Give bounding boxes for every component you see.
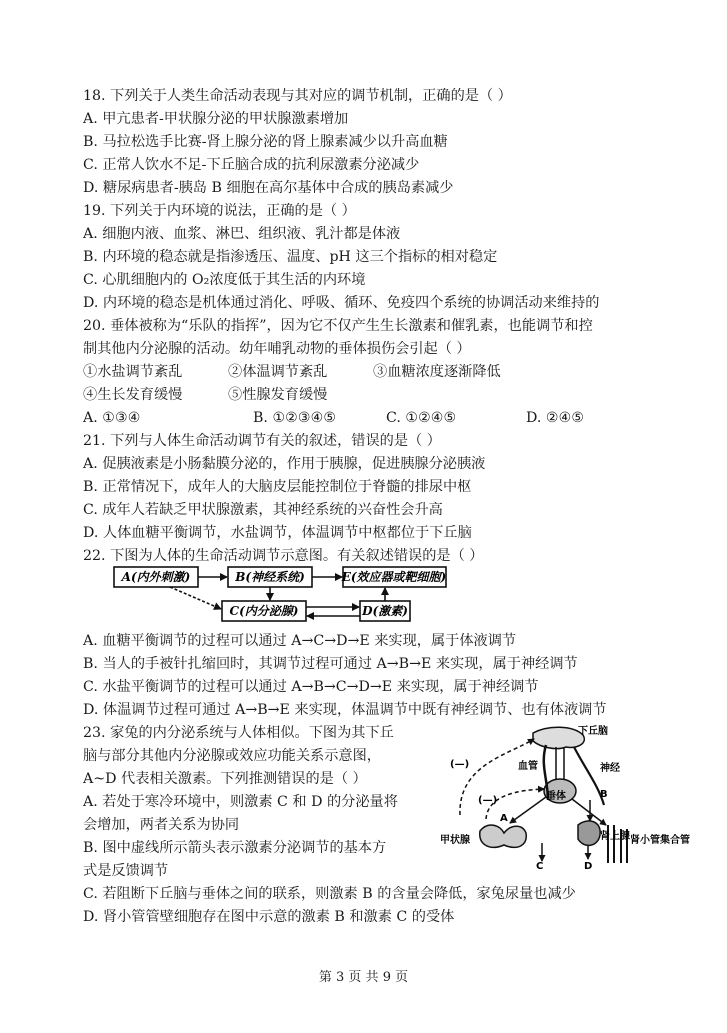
question-21-stem: 21. 下列与人体生命活动调节有关的叙述，错误的是（ ） <box>83 433 441 449</box>
label-negative-2: (—) <box>478 795 498 806</box>
q22-option-d: D. 体温调节过程可通过 A→B→E 来实现，体温调节中既有神经调节、也有体液调节 <box>83 702 607 718</box>
question-18-stem: 18. 下列关于人类生命活动表现与其对应的调节机制，正确的是（ ） <box>83 88 512 104</box>
q20-item-2: ②体温调节紊乱 <box>228 364 328 380</box>
label-tubule: 肾小管集合管 <box>630 835 690 846</box>
thyroid-shape <box>480 825 526 847</box>
q23-option-a-line2: 会增加，两者关系为协同 <box>83 817 240 833</box>
question-20-stem-line1: 20. 垂体被称为“乐队的指挥”，因为它不仅产生生长激素和催乳素，也能调节和控 <box>83 318 593 334</box>
label-hormone-a: A <box>500 813 508 824</box>
question-23-stem-line2: 脑与部分其他内分泌腺或效应功能关系示意图， <box>83 748 381 764</box>
question-20-stem-line2: 制其他内分泌腺的活动。幼年哺乳动物的垂体损伤会引起（ ） <box>83 341 471 357</box>
q19-option-c: C. 心肌细胞内的 O₂浓度低于其生活的内环境 <box>83 272 366 288</box>
node-e-label: E(效应器或靶细胞) <box>341 570 447 584</box>
label-vessel: 血管 <box>518 761 538 772</box>
q18-option-b: B. 马拉松选手比赛-肾上腺分泌的肾上腺素减少以升高血糖 <box>83 134 448 150</box>
question-23-stem-line1: 23. 家兔的内分泌系统与人体相似。下图为其下丘 <box>83 725 394 741</box>
label-thyroid: 甲状腺 <box>440 835 470 846</box>
q20-item-3: ③血糖浓度逐渐降低 <box>373 364 501 380</box>
label-hormone-d: D <box>584 861 593 872</box>
q18-option-d: D. 糖尿病患者-胰岛 B 细胞在高尔基体中合成的胰岛素减少 <box>83 180 454 196</box>
node-c-label: C(内分泌腺) <box>229 604 299 618</box>
q18-option-c: C. 正常人饮水不足-下丘脑合成的抗利尿激素分泌减少 <box>83 157 420 173</box>
q20-item-4: ④生长发育缓慢 <box>83 387 183 403</box>
q20-choice-c: C. ①②④⑤ <box>386 410 457 426</box>
q23-option-b-line1: B. 图中虚线所示箭头表示激素分泌调节的基本方 <box>83 840 387 856</box>
q23-option-c: C. 若阻断下丘脑与垂体之间的联系，则激素 B 的含量会降低，家兔尿量也减少 <box>83 886 576 902</box>
question-23-stem-line3: A~D 代表相关激素。下列推测错误的是（ ） <box>83 771 367 787</box>
q22-option-c: C. 水盐平衡调节的过程可以通过 A→B→C→D→E 来实现，属于神经调节 <box>83 679 539 695</box>
adrenal-shape <box>578 821 600 845</box>
page-footer: 第 3 页 共 9 页 <box>318 970 409 985</box>
q20-choice-a: A. ①③④ <box>83 410 141 426</box>
label-pituitary: 垂体 <box>546 791 566 802</box>
q23-option-a-line1: A. 若处于寒冷环境中，则激素 C 和 D 的分泌量将 <box>83 794 398 810</box>
q21-option-c: C. 成年人若缺乏甲状腺激素，其神经系统的兴奋性会升高 <box>83 502 443 518</box>
label-nerve: 神经 <box>600 763 620 774</box>
q19-option-d: D. 内环境的稳态是机体通过消化、呼吸、循环、免疫四个系统的协调活动来维持的 <box>83 295 600 311</box>
endocrine-figure <box>438 725 690 872</box>
q22-option-b: B. 当人的手被针扎缩回时，其调节过程可通过 A→B→E 来实现，属于神经调节 <box>83 656 578 672</box>
label-hormone-b: B <box>600 789 608 800</box>
q18-option-a: A. 甲亢患者-甲状腺分泌的甲状腺激素增加 <box>83 111 349 127</box>
q20-item-1: ①水盐调节紊乱 <box>83 364 183 380</box>
q20-item-5: ⑤性腺发育缓慢 <box>228 387 328 403</box>
hypothalamus-shape <box>533 727 584 748</box>
node-a-label: A(内外刺激) <box>121 570 191 584</box>
label-adrenal: 肾上腺 <box>600 831 630 842</box>
q23-option-d: D. 肾小管管壁细胞存在图中示意的激素 B 和激素 C 的受体 <box>83 909 455 925</box>
q22-option-a: A. 血糖平衡调节的过程可以通过 A→C→D→E 来实现，属于体液调节 <box>83 633 517 649</box>
q19-option-a: A. 细胞内液、血浆、淋巴、组织液、乳汁都是体液 <box>83 226 401 242</box>
label-negative-1: (—) <box>450 759 470 770</box>
node-b-label: B(神经系统) <box>235 570 305 584</box>
label-hypothalamus: 下丘脑 <box>578 726 608 737</box>
q21-option-d: D. 人体血糖平衡调节，水盐调节，体温调节中枢都位于下丘脑 <box>83 525 472 541</box>
q23-option-b-line2: 式是反馈调节 <box>83 863 169 879</box>
node-d-label: D(激素) <box>362 604 408 618</box>
q20-choice-d: D. ②④⑤ <box>526 410 585 426</box>
regulation-flow-diagram <box>110 565 450 625</box>
question-22-stem: 22. 下图为人体的生命活动调节示意图。有关叙述错误的是（ ） <box>83 548 484 564</box>
q19-option-b: B. 内环境的稳态就是指渗透压、温度、pH 这三个指标的相对稳定 <box>83 249 498 265</box>
q21-option-a: A. 促胰液素是小肠黏膜分泌的，作用于胰腺，促进胰腺分泌胰液 <box>83 456 486 472</box>
q20-choice-b: B. ①②③④⑤ <box>253 410 337 426</box>
q21-option-b: B. 正常情况下，成年人的大脑皮层能控制位于脊髓的排尿中枢 <box>83 479 472 495</box>
question-19-stem: 19. 下列关于内环境的说法，正确的是（ ） <box>83 203 356 219</box>
label-hormone-c: C <box>536 861 544 872</box>
